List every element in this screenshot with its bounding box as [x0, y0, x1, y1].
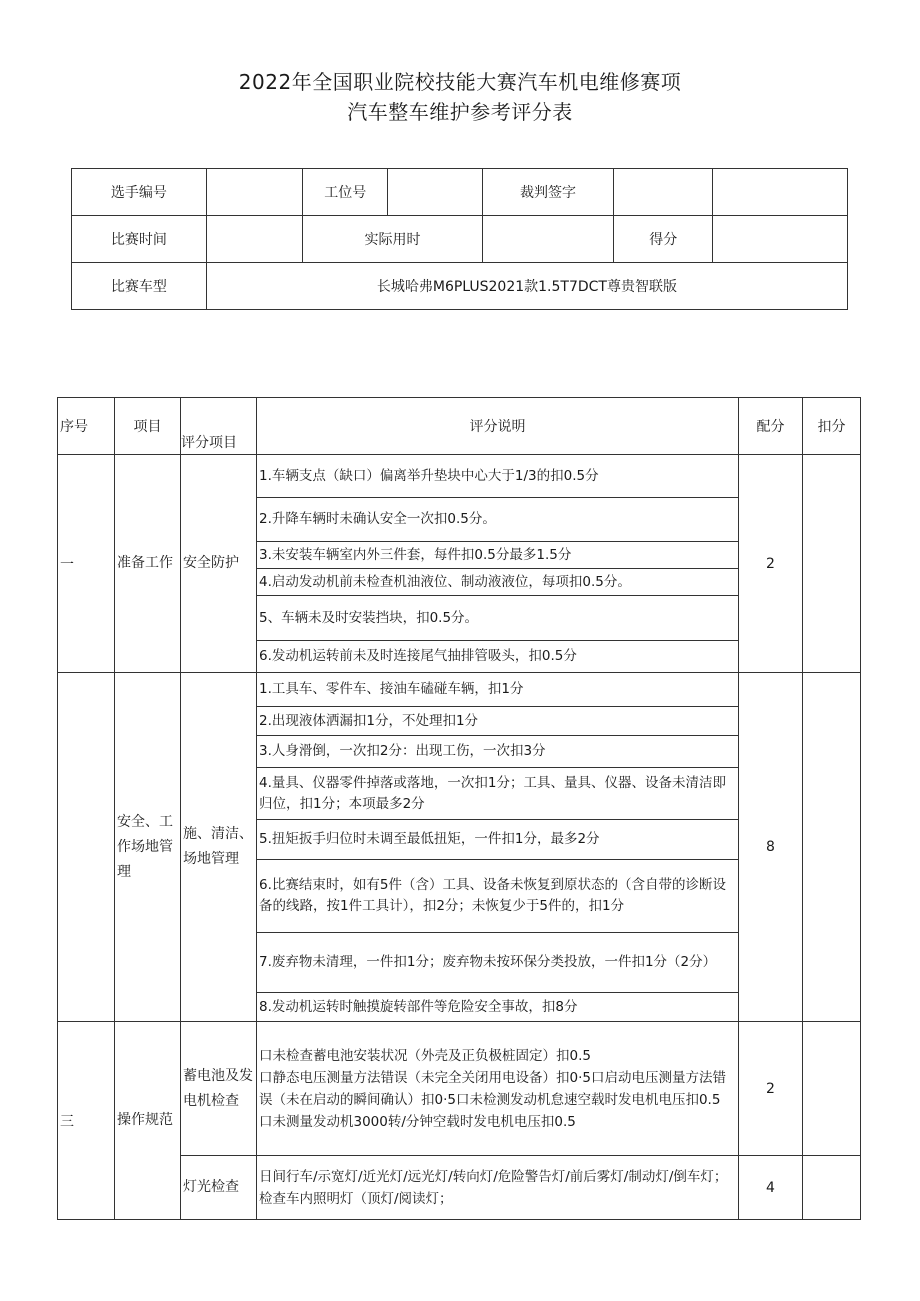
section2-no — [58, 673, 115, 1022]
light-check-rule: 日间行车/示宽灯/近光灯/远光灯/转向灯/危险警告灯/前后雾灯/制动灯/倒车灯；检查车内照明灯（顶灯/阅读灯； — [259, 1168, 728, 1207]
station-no-value[interactable] — [388, 169, 483, 216]
section2-item: 施、清洁、场地管理 — [181, 673, 257, 1022]
battery-check-rule: 口未检查蓄电池安装状况（外壳及正负极桩固定）扣0.5 — [259, 1047, 591, 1064]
header-item: 评分项目 — [181, 398, 257, 455]
contest-time-label: 比赛时间 — [72, 216, 207, 263]
doc-title-line2: 汽车整车维护参考评分表 — [347, 100, 573, 124]
scoring-table — [57, 397, 861, 1220]
section2-project: 安全、工作场地管理 — [115, 673, 181, 1022]
section1-points: 2 — [739, 455, 803, 673]
section1-rule: 5、车辆未及时安装挡块，扣0.5分。 — [257, 596, 739, 641]
actual-time-value[interactable] — [482, 216, 614, 263]
contestant-info-table — [71, 168, 848, 310]
contest-time-value[interactable] — [206, 216, 303, 263]
car-model-value: 长城哈弗M6PLUS2021款1.5T7DCT尊贵智联版 — [206, 263, 847, 310]
section3-sub1-item: 蓄电池及发电机检查 — [181, 1022, 257, 1156]
section2-rule: 5.扭矩扳手归位时未调至最低扭矩，一件扣1分，最多2分 — [257, 820, 739, 860]
section3-sub2-desc — [257, 1156, 739, 1220]
score-value[interactable] — [713, 216, 848, 263]
section3-sub2-item: 灯光检查 — [181, 1156, 257, 1220]
section1-no: 一 — [58, 455, 115, 673]
section1-rule: 4.启动发动机前未检查机油液位、制动液液位，每项扣0.5分。 — [257, 569, 739, 596]
score-label: 得分 — [614, 216, 713, 263]
doc-title-line1: 2022年全国职业院校技能大赛汽车机电维修赛项 — [238, 70, 682, 94]
section2-rule: 8.发动机运转时触摸旋转部件等危险安全事故，扣8分 — [257, 993, 739, 1022]
header-project: 项目 — [115, 398, 181, 455]
section1-item: 安全防护 — [181, 455, 257, 673]
contestant-no-label: 选手编号 — [72, 169, 207, 216]
section3-sub1-deduct[interactable] — [803, 1022, 861, 1156]
judge-sign-value-a[interactable] — [614, 169, 713, 216]
section2-rule: 7.废弃物未清理，一件扣1分；废弃物未按环保分类投放，一件扣1分（2分） — [257, 933, 739, 993]
station-no-label: 工位号 — [303, 169, 388, 216]
header-points: 配分 — [739, 398, 803, 455]
section2-rule: 6.比赛结束时，如有5件（含）工具、设备未恢复到原状态的（含自带的诊断设备的线路，按1件工具计），扣2分；未恢复少于5件的，扣1分 — [257, 860, 739, 933]
judge-sign-label: 裁判签字 — [482, 169, 614, 216]
section2-points: 8 — [739, 673, 803, 1022]
header-deduct: 扣分 — [803, 398, 861, 455]
section2-rule: 1.工具车、零件车、接油车磕碰车辆，扣1分 — [257, 673, 739, 707]
header-desc: 评分说明 — [257, 398, 739, 455]
section2-rule: 3.人身滑倒，一次扣2分：出现工伤，一次扣3分 — [257, 736, 739, 768]
section3-no: 三 — [58, 1022, 115, 1220]
section1-rule: 1.车辆支点（缺口）偏离举升垫块中心大于1/3的扣0.5分 — [257, 455, 739, 498]
header-no: 序号 — [58, 398, 115, 455]
section1-project: 准备工作 — [115, 455, 181, 673]
section2-rule: 2.出现液体洒漏扣1分，不处理扣1分 — [257, 707, 739, 736]
contestant-no-value[interactable] — [206, 169, 303, 216]
section3-sub2-deduct[interactable] — [803, 1156, 861, 1220]
section1-rule: 6.发动机运转前未及时连接尾气抽排管吸头，扣0.5分 — [257, 641, 739, 673]
car-model-label: 比赛车型 — [72, 263, 207, 310]
section2-rule: 4.量具、仪器零件掉落或落地，一次扣1分；工具、量具、仪器、设备未清洁即归位，扣1分；本项最多2分 — [257, 768, 739, 820]
section3-sub2-points: 4 — [739, 1156, 803, 1220]
section3-project: 操作规范 — [115, 1022, 181, 1220]
actual-time-label: 实际用时 — [303, 216, 482, 263]
section3-sub1-desc — [257, 1022, 739, 1156]
section1-rule: 2.升降车辆时未确认安全一次扣0.5分。 — [257, 498, 739, 542]
section2-deduct[interactable] — [803, 673, 861, 1022]
battery-check-rule: 口静态电压测量方法错误（未完全关闭用电设备）扣0·5口启动电压测量方法错误（未在启动的瞬间确认）扣0·5口未检测发动机怠速空载时发电机电压扣0.5 — [259, 1069, 726, 1108]
section1-rule: 3.未安装车辆室内外三件套，每件扣0.5分最多1.5分 — [257, 542, 739, 569]
section3-sub1-points: 2 — [739, 1022, 803, 1156]
judge-sign-value-b[interactable] — [713, 169, 848, 216]
section1-deduct[interactable] — [803, 455, 861, 673]
battery-check-rule: 口未测量发动机3000转/分钟空载时发电机电压扣0.5 — [259, 1113, 576, 1130]
